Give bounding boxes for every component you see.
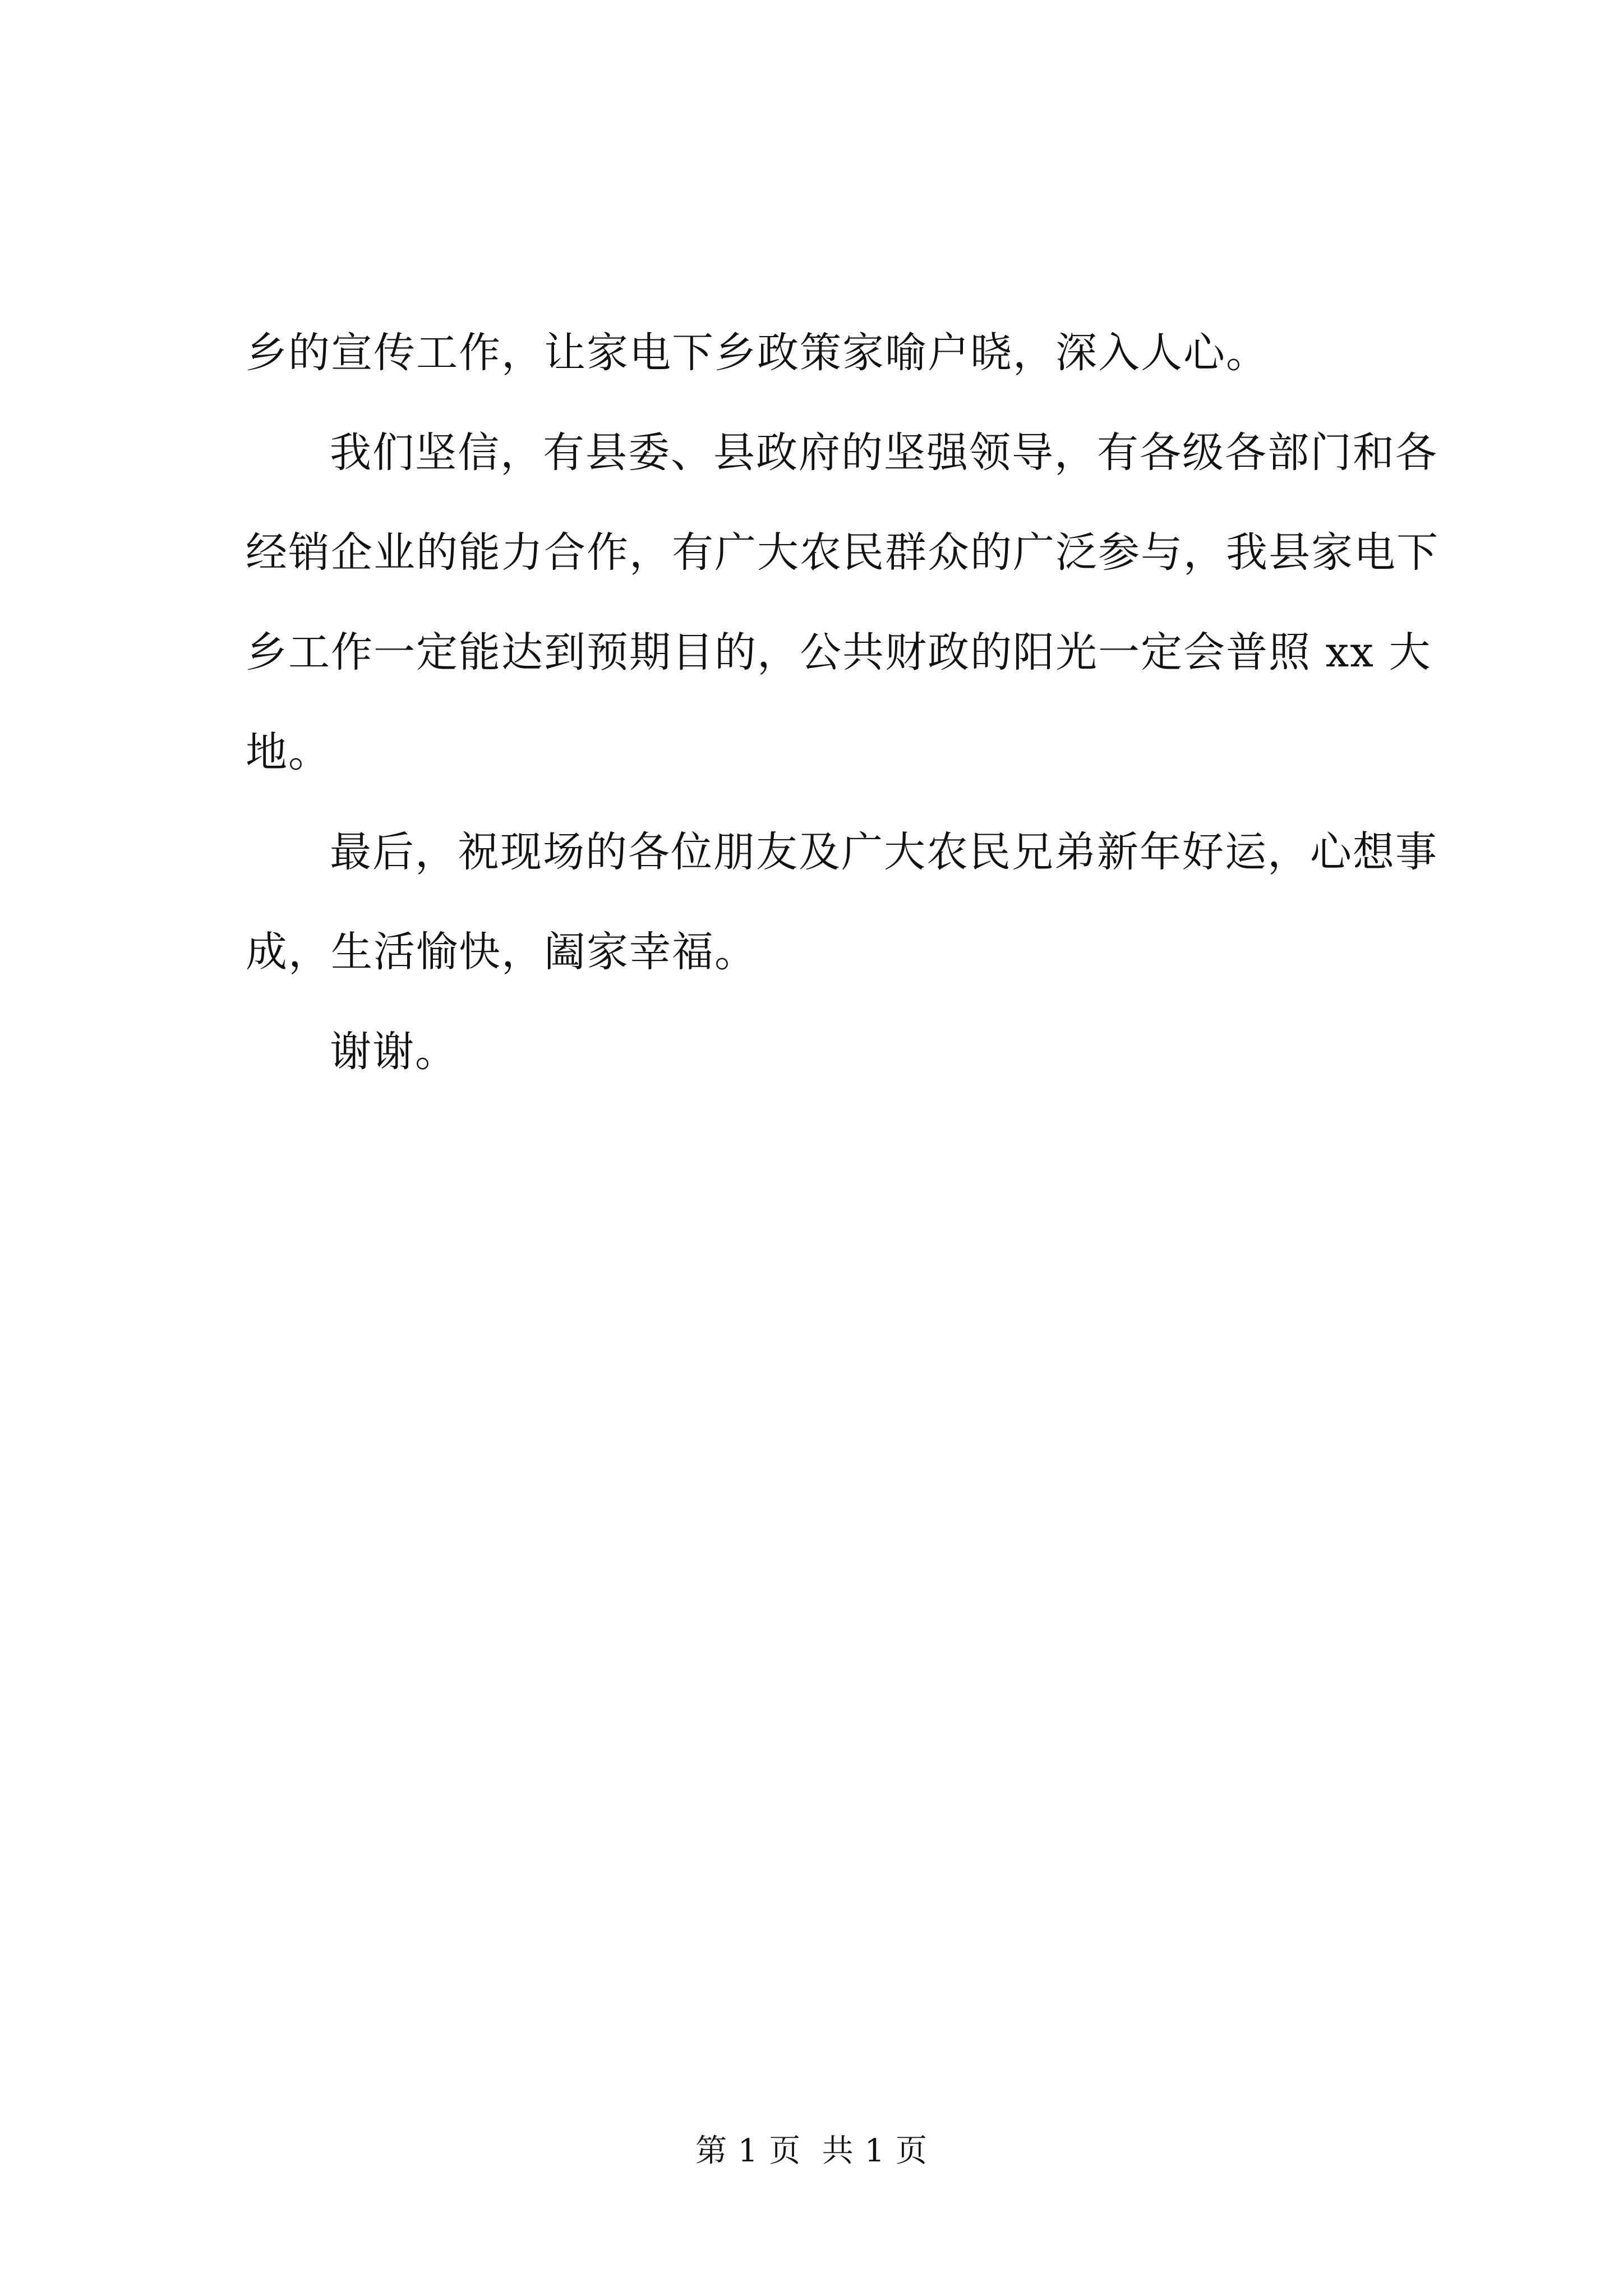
paragraph-thanks [246,1002,1412,1102]
paragraph-confidence [246,403,1439,802]
text-line: 谢谢。 [330,1028,458,1076]
paragraph-continuation [246,303,1412,403]
paragraph-wishes [246,802,1438,1002]
text-line: 最后，祝现场的各位朋友及广大农民兄弟新年好运，心想事 [330,828,1438,876]
text-line: 乡的宣传工作，让家电下乡政策家喻户晓，深入人心。 [246,329,1269,377]
text-line: 乡工作一定能达到预期目的，公共财政的阳光一定会普照 xx 大 [246,628,1432,677]
text-line: 地。 [246,728,331,776]
text-line: 成，生活愉快，阖家幸福。 [246,928,757,976]
page-number-footer: 第 1 页 共 1 页 [695,2133,928,2169]
text-line: 我们坚信，有县委、县政府的坚强领导，有各级各部门和各 [330,429,1438,477]
text-line: 经销企业的能力合作，有广大农民群众的广泛参与，我县家电下 [246,528,1439,577]
document-body [246,303,1439,1102]
